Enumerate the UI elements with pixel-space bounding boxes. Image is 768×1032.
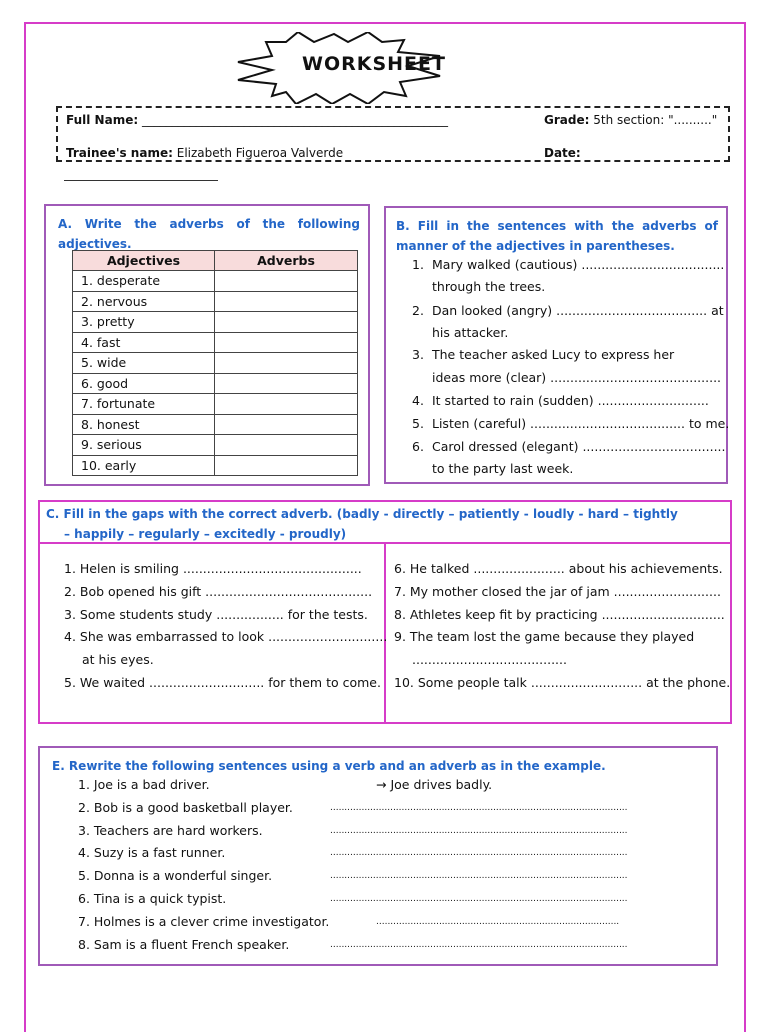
answer-line[interactable]: ........................................................................................................ bbox=[330, 825, 628, 836]
section-b-item-number: 4. bbox=[412, 393, 424, 408]
section-e-sentence: 4. Suzy is a fast runner. bbox=[78, 845, 226, 861]
section-c-right-item: 8. Athletes keep fit by practicing ............................... bbox=[394, 607, 725, 622]
table-row bbox=[73, 271, 358, 292]
section-c-right-item: 9. The team lost the game because they played bbox=[394, 629, 695, 644]
section-c-left-item: 4. She was embarrassed to look .............................. bbox=[64, 629, 388, 644]
table-row bbox=[73, 332, 358, 353]
adjective-cell: 3. pretty bbox=[73, 312, 215, 333]
section-e-sentence: 7. Holmes is a clever crime investigator. bbox=[78, 913, 330, 929]
adverb-answer-cell[interactable] bbox=[215, 291, 358, 312]
name-underline bbox=[64, 180, 218, 181]
adverb-answer-cell[interactable] bbox=[215, 373, 358, 394]
section-a-title: A. Write the adverbs of the following adjectives. bbox=[58, 217, 360, 251]
section-b-item-line1: Carol dressed (elegant) .................................... bbox=[432, 439, 726, 454]
grade-row bbox=[544, 113, 717, 127]
section-b-item-line2: to the party last week. bbox=[432, 461, 574, 476]
answer-line[interactable]: ........................................................................................................ bbox=[330, 894, 628, 904]
adverbs-header: Adverbs bbox=[215, 251, 358, 271]
adverb-answer-cell[interactable] bbox=[215, 394, 358, 415]
section-c-left-item: at his eyes. bbox=[82, 652, 154, 667]
adverb-answer-cell[interactable] bbox=[215, 435, 358, 456]
section-e-box bbox=[38, 746, 718, 966]
section-b-item-line2: his attacker. bbox=[432, 325, 509, 340]
adjective-cell: 9. serious bbox=[73, 435, 215, 456]
answer-line[interactable]: ........................................................................................................ bbox=[330, 802, 628, 813]
section-e-sentence: 8. Sam is a fluent French speaker. bbox=[78, 936, 290, 952]
worksheet-title: WORKSHEET bbox=[302, 53, 446, 75]
adjective-cell: 8. honest bbox=[73, 414, 215, 435]
trainee-row bbox=[66, 146, 343, 160]
table-row bbox=[73, 394, 358, 415]
section-a-box bbox=[44, 204, 370, 486]
section-b-item-number: 3. bbox=[412, 347, 424, 362]
answer-line[interactable]: ........................................................................................................ bbox=[330, 939, 628, 950]
section-b-item-line1: It started to rain (sudden) ............................ bbox=[432, 393, 709, 408]
full-name-label: Full Name: bbox=[66, 113, 139, 127]
table-row bbox=[73, 414, 358, 435]
section-c-title-line1: C. Fill in the gaps with the correct adverb. (badly - directly – patiently - loudly - hard – tightly bbox=[46, 507, 678, 521]
adjective-cell: 10. early bbox=[73, 455, 215, 476]
adverb-answer-cell[interactable] bbox=[215, 312, 358, 333]
adjective-cell: 7. fortunate bbox=[73, 394, 215, 415]
table-row bbox=[73, 312, 358, 333]
table-header-row bbox=[73, 251, 358, 271]
section-c-left-item: 2. Bob opened his gift .......................................... bbox=[64, 584, 373, 599]
section-c-right-item: 10. Some people talk ............................ at the phone. bbox=[394, 675, 731, 690]
table-row bbox=[73, 435, 358, 456]
adjective-cell: 6. good bbox=[73, 373, 215, 394]
section-e-sentence: 1. Joe is a bad driver. bbox=[78, 777, 210, 792]
section-c-right-item: ....................................... bbox=[412, 652, 567, 667]
section-c-header-box bbox=[38, 500, 732, 544]
full-name-line: ___________________________________________________ bbox=[141, 113, 448, 127]
section-b-item-line2: through the trees. bbox=[432, 279, 546, 294]
section-b-item-number: 6. bbox=[412, 439, 424, 454]
answer-line[interactable]: ........................................................................................................ bbox=[330, 871, 628, 882]
adjective-cell: 4. fast bbox=[73, 332, 215, 353]
adjectives-table bbox=[72, 250, 358, 476]
table-row bbox=[73, 291, 358, 312]
section-e-sentence: 5. Donna is a wonderful singer. bbox=[78, 868, 273, 884]
section-b-item-line1: The teacher asked Lucy to express her bbox=[432, 347, 675, 362]
section-c-body-box bbox=[38, 542, 732, 724]
answer-line[interactable]: ........................................................................................................ bbox=[330, 848, 628, 859]
adjective-cell: 5. wide bbox=[73, 353, 215, 374]
section-e-sentence: 3. Teachers are hard workers. bbox=[78, 822, 263, 838]
section-b-item-number: 2. bbox=[412, 303, 424, 318]
table-row bbox=[73, 373, 358, 394]
section-b-title: B. Fill in the sentences with the adverbs of manner of the adjectives in parentheses. bbox=[396, 219, 718, 253]
section-b-item-number: 1. bbox=[412, 257, 424, 272]
adjective-cell: 2. nervous bbox=[73, 291, 215, 312]
adjectives-header: Adjectives bbox=[73, 251, 215, 271]
section-b-item-line1: Dan looked (angry) ...................................... at bbox=[432, 303, 724, 318]
full-name-row bbox=[66, 113, 448, 127]
section-c-left-item: 3. Some students study ................. for the tests. bbox=[64, 607, 368, 622]
adverb-answer-cell[interactable] bbox=[215, 414, 358, 435]
example-answer: → Joe drives badly. bbox=[376, 777, 493, 792]
section-e-sentence: 2. Bob is a good basketball player. bbox=[78, 799, 293, 815]
section-b-item-line2: ideas more (clear) ........................................... bbox=[432, 370, 722, 385]
grade-label: Grade: bbox=[544, 113, 590, 127]
section-c-right-item: 6. He talked ....................... about his achievements. bbox=[394, 561, 723, 576]
adverb-answer-cell[interactable] bbox=[215, 271, 358, 292]
section-b-item-line1: Listen (careful) ....................................... to me. bbox=[432, 416, 730, 431]
grade-value: 5th section: ".........." bbox=[593, 113, 718, 127]
section-b-box bbox=[384, 206, 728, 484]
date-row bbox=[544, 146, 581, 160]
section-c-left-item: 5. We waited ............................. for them to come. bbox=[64, 675, 381, 690]
trainee-label: Trainee's name: bbox=[66, 146, 173, 160]
info-box bbox=[56, 106, 730, 162]
table-row bbox=[73, 455, 358, 476]
answer-line[interactable]: ..................................................................................... bbox=[376, 916, 620, 927]
section-b-item-line1: Mary walked (cautious) .................................... bbox=[432, 257, 725, 272]
adjective-cell: 1. desperate bbox=[73, 271, 215, 292]
adverb-answer-cell[interactable] bbox=[215, 353, 358, 374]
section-e-sentence: 6. Tina is a quick typist. bbox=[78, 891, 227, 906]
section-c-right-item: 7. My mother closed the jar of jam ........................... bbox=[394, 584, 721, 599]
section-c-title-line2: – happily – regularly – excitedly - proudly) bbox=[64, 527, 347, 541]
adverb-answer-cell[interactable] bbox=[215, 455, 358, 476]
trainee-value: Elizabeth Figueroa Valverde bbox=[176, 146, 344, 160]
section-e-title: E. Rewrite the following sentences using a verb and an adverb as in the example. bbox=[52, 759, 606, 773]
section-c-left-item: 1. Helen is smiling ............................................. bbox=[64, 561, 362, 576]
adverb-answer-cell[interactable] bbox=[215, 332, 358, 353]
date-label: Date: bbox=[544, 146, 581, 160]
table-row bbox=[73, 353, 358, 374]
section-b-item-number: 5. bbox=[412, 416, 424, 431]
